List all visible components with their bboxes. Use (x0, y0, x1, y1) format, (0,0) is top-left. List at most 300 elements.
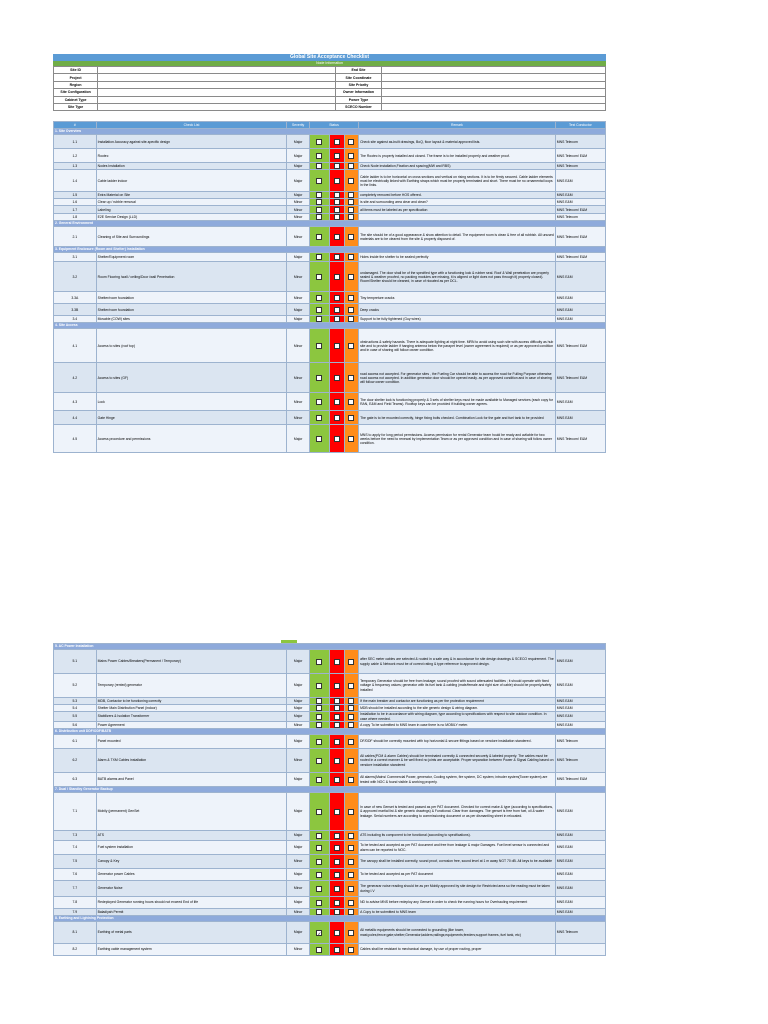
status-na-checkbox[interactable] (348, 234, 354, 240)
status-ok-checkbox[interactable] (316, 809, 322, 815)
status-na-cell (344, 163, 359, 170)
status-nok-checkbox[interactable] (334, 234, 340, 240)
status-nok-checkbox[interactable] (334, 153, 340, 159)
status-ok-checkbox[interactable] (316, 900, 322, 906)
status-nok-checkbox[interactable] (334, 254, 340, 260)
status-nok-checkbox[interactable] (334, 845, 340, 851)
checklist-row (54, 831, 606, 841)
status-nok-cell (329, 192, 344, 199)
status-ok-checkbox[interactable] (316, 192, 322, 198)
check-item: Gate Hinge (96, 411, 287, 425)
test-conductor: MNS Telecom (555, 749, 605, 773)
status-nok-checkbox[interactable] (334, 139, 340, 145)
status-na-checkbox[interactable] (348, 254, 354, 260)
status-na-checkbox[interactable] (348, 399, 354, 405)
status-ok-checkbox[interactable] (316, 705, 322, 711)
checklist-row (54, 135, 606, 149)
check-item: Labeling (96, 206, 287, 214)
item-number: 1.5 (54, 192, 97, 199)
status-nok-checkbox[interactable] (334, 207, 340, 213)
test-conductor: MNS E&M (555, 393, 605, 411)
item-number: 1.1 (54, 135, 97, 149)
item-number: 7.3 (54, 831, 97, 841)
status-ok-checkbox[interactable] (316, 758, 322, 764)
check-item: Shelter Main Distribution Panel (indoor) (96, 705, 287, 712)
status-ok-checkbox[interactable] (316, 254, 322, 260)
checklist-row (54, 722, 606, 729)
status-nok-checkbox[interactable] (334, 415, 340, 421)
node-info-value-field[interactable] (98, 103, 335, 110)
status-na-cell (344, 869, 359, 881)
status-ok-checkbox[interactable] (316, 343, 322, 349)
check-item: Generator power Cables (96, 869, 287, 881)
status-na-checkbox[interactable] (348, 705, 354, 711)
node-info-label: Cabinet Type (54, 96, 98, 103)
remark-text: Installation to be in accordance with wiring diagram, type according to specifications with respect to site outdoor condition. In case where needed. (359, 712, 556, 722)
status-na-checkbox[interactable] (348, 274, 354, 280)
node-info-value-field[interactable] (98, 96, 335, 103)
severity-value: Major (287, 304, 310, 316)
status-nok-checkbox[interactable] (334, 316, 340, 322)
node-info-row (54, 96, 606, 103)
status-ok-cell (309, 135, 329, 149)
status-na-cell (344, 650, 359, 674)
test-conductor: MNS E&M (555, 304, 605, 316)
check-item: Access to sites (GF) (96, 363, 287, 393)
status-nok-checkbox[interactable] (334, 722, 340, 728)
status-ok-checkbox[interactable] (316, 845, 322, 851)
status-na-checkbox[interactable] (348, 415, 354, 421)
status-na-checkbox[interactable] (348, 436, 354, 442)
status-na-checkbox[interactable] (348, 739, 354, 745)
status-ok-checkbox[interactable] (316, 436, 322, 442)
node-info-label: Region (54, 81, 98, 88)
severity-value: Minor (287, 214, 310, 221)
status-na-checkbox[interactable] (348, 872, 354, 878)
status-na-checkbox[interactable] (348, 886, 354, 892)
status-na-checkbox[interactable] (348, 192, 354, 198)
status-nok-cell (329, 735, 344, 749)
status-nok-checkbox[interactable] (334, 375, 340, 381)
status-nok-checkbox[interactable] (334, 777, 340, 783)
status-na-checkbox[interactable] (348, 683, 354, 689)
status-ok-checkbox[interactable] (316, 295, 322, 301)
severity-value: Minor (287, 411, 310, 425)
status-ok-cell (309, 149, 329, 163)
status-ok-checkbox[interactable] (316, 234, 322, 240)
node-info-value-field[interactable] (382, 96, 606, 103)
status-na-checkbox[interactable] (348, 207, 354, 213)
status-ok-checkbox[interactable] (316, 859, 322, 865)
checklist-row (54, 214, 606, 221)
status-ok-checkbox[interactable] (316, 833, 322, 839)
checklist-row (54, 163, 606, 170)
status-ok-cell (309, 425, 329, 453)
item-number: 7.1 (54, 793, 97, 831)
status-nok-checkbox[interactable] (334, 739, 340, 745)
status-nok-checkbox[interactable] (334, 199, 340, 205)
checklist-table-continued (53, 643, 606, 956)
remark-text: Cable ladder is to be horizontal on cross sections and vertical on rising sections. It is to be firmly secured. Cable ladder elements must be electrically linked with Earthing straps which must be properly terminated and short. There must be no ornamental loops in the links. (359, 170, 556, 192)
test-conductor: MNS E&M (555, 411, 605, 425)
status-nok-checkbox[interactable] (334, 436, 340, 442)
status-nok-checkbox[interactable] (334, 659, 340, 665)
status-nok-checkbox[interactable] (334, 833, 340, 839)
status-nok-checkbox[interactable] (334, 714, 340, 720)
remark-text: A copy To be submitted to MNS team in case there is no MOBILY meter. (359, 722, 556, 729)
test-conductor: MNS Telecom (555, 135, 605, 149)
check-item: Canopy & Key (96, 855, 287, 869)
item-number: 4.1 (54, 329, 97, 363)
node-info-value-field[interactable] (382, 103, 606, 110)
status-na-cell (344, 705, 359, 712)
status-ok-checkbox[interactable] (316, 316, 322, 322)
status-ok-cell (309, 199, 329, 206)
status-na-cell (344, 773, 359, 787)
remark-text: MNS to apply for long period permissions. Access permission for rental Generator team hould be ready and avilable for two weeks before the need to renewal by implementation Team or as per approved condition and in case of sharing will follow owner condition. (359, 425, 556, 453)
test-conductor: MNS Telecom (555, 214, 605, 221)
status-ok-checkbox[interactable] (316, 415, 322, 421)
severity-value: Minor (287, 199, 310, 206)
remark-text: The generarar noise reading should be as per Mobily approved by site design for Restricted area so the reading must be taken during I.V (359, 881, 556, 897)
severity-value: Major (287, 170, 310, 192)
test-conductor: MNS E&M (555, 855, 605, 869)
status-nok-checkbox[interactable] (334, 192, 340, 198)
node-info-label: Site Type (54, 103, 98, 110)
test-conductor: MNS E&M (555, 316, 605, 323)
checklist-sheet-page-1 (53, 54, 606, 453)
severity-value: Minor (287, 855, 310, 869)
node-info-label: End Site (335, 67, 382, 74)
checklist-row (54, 735, 606, 749)
status-nok-checkbox[interactable] (334, 947, 340, 953)
status-nok-checkbox[interactable] (334, 809, 340, 815)
status-na-checkbox[interactable] (348, 833, 354, 839)
status-na-cell (344, 227, 359, 247)
checklist-row (54, 363, 606, 393)
remark-text: All alarms(Mains/ Commercial Power, generator, Cooling system, fire system, DC system; intruder system(Tower system) are tested with NOC & found visible & working properly. (359, 773, 556, 787)
status-na-checkbox[interactable] (348, 178, 354, 184)
status-ok-checkbox[interactable] (316, 739, 322, 745)
status-nok-checkbox[interactable] (334, 307, 340, 313)
status-nok-checkbox[interactable] (334, 900, 340, 906)
test-conductor (555, 944, 605, 956)
status-nok-checkbox[interactable] (334, 698, 340, 704)
checklist-row (54, 881, 606, 897)
node-info-value-field[interactable] (382, 89, 606, 96)
severity-value: Major (287, 869, 310, 881)
remark-text: is site and surrounding area clear and clean? (359, 199, 556, 206)
check-item: Installation Accuracy against site-specific design (96, 135, 287, 149)
node-info-value-field[interactable] (98, 67, 335, 74)
node-info-label: Owner Information (335, 89, 382, 96)
status-nok-cell (329, 292, 344, 304)
item-number: 7.9 (54, 909, 97, 916)
status-ok-checkbox[interactable] (316, 178, 322, 184)
status-ok-checkbox[interactable] (316, 683, 322, 689)
status-ok-checkbox[interactable] (316, 947, 322, 953)
severity-value: Major (287, 841, 310, 855)
status-nok-cell (329, 749, 344, 773)
status-ok-checkbox[interactable] (316, 163, 322, 169)
status-ok-cell (309, 722, 329, 729)
status-ok-checkbox[interactable] (316, 909, 322, 915)
status-na-checkbox[interactable] (348, 659, 354, 665)
checklist-row (54, 316, 606, 323)
checklist-row (54, 922, 606, 944)
check-item: Alarm & TXM Cables installation (96, 749, 287, 773)
status-nok-cell (329, 262, 344, 292)
status-nok-cell (329, 922, 344, 944)
status-ok-cell (309, 749, 329, 773)
severity-value: Minor (287, 881, 310, 897)
status-ok-checkbox[interactable] (316, 207, 322, 213)
checklist-row (54, 206, 606, 214)
test-conductor: MNS E&M (555, 170, 605, 192)
severity-value: Minor (287, 227, 310, 247)
status-ok-checkbox[interactable] (316, 399, 322, 405)
status-ok-cell (309, 292, 329, 304)
checklist-table (53, 121, 606, 453)
status-nok-checkbox[interactable] (334, 758, 340, 764)
node-info-value-field[interactable] (382, 67, 606, 74)
status-nok-checkbox[interactable] (334, 178, 340, 184)
status-na-checkbox[interactable] (348, 722, 354, 728)
status-na-checkbox[interactable] (348, 947, 354, 953)
status-na-cell (344, 722, 359, 729)
checklist-row (54, 329, 606, 363)
status-na-checkbox[interactable] (348, 930, 354, 936)
checklist-row (54, 425, 606, 453)
checklist-row (54, 705, 606, 712)
section-title: 1. Site Overview (54, 129, 606, 135)
checklist-header-row (54, 122, 606, 129)
test-conductor: MNS Telecom (555, 163, 605, 170)
status-ok-checkbox[interactable] (316, 698, 322, 704)
item-number: 3.3B (54, 304, 97, 316)
node-info-value-field[interactable] (382, 74, 606, 81)
status-na-checkbox[interactable] (348, 139, 354, 145)
check-item: Mains Power Cables/Breakers(Permanent / Temporary) (96, 650, 287, 674)
check-item: Stabilizers & Isolation Transformer (96, 712, 287, 722)
status-ok-checkbox[interactable] (316, 214, 322, 220)
status-na-checkbox[interactable] (348, 375, 354, 381)
test-conductor: MNS Telecom (555, 922, 605, 944)
status-ok-checkbox[interactable] (316, 659, 322, 665)
status-nok-cell (329, 227, 344, 247)
status-ok-checkbox[interactable] (316, 274, 322, 280)
status-nok-checkbox[interactable] (334, 295, 340, 301)
item-number: 5.4 (54, 705, 97, 712)
status-ok-cell (309, 909, 329, 916)
item-number: 7.4 (54, 841, 97, 855)
check-item: Baladiyah Permit (96, 909, 287, 916)
check-item: Power Agreement (96, 722, 287, 729)
severity-value: Minor (287, 749, 310, 773)
status-ok-cell (309, 411, 329, 425)
status-nok-checkbox[interactable] (334, 214, 340, 220)
status-na-checkbox[interactable] (348, 343, 354, 349)
column-header-remark: Remark (359, 122, 556, 129)
status-ok-checkbox[interactable] (316, 307, 322, 313)
status-na-checkbox[interactable] (348, 698, 354, 704)
status-nok-checkbox[interactable] (334, 274, 340, 280)
status-na-checkbox[interactable] (348, 153, 354, 159)
status-ok-cell (309, 650, 329, 674)
node-info-value-field[interactable] (98, 74, 335, 81)
status-nok-cell (329, 712, 344, 722)
status-na-checkbox[interactable] (348, 909, 354, 915)
test-conductor: MNS Telecom/ E&M (555, 329, 605, 363)
status-ok-checkbox[interactable] (316, 375, 322, 381)
status-na-cell (344, 411, 359, 425)
status-ok-cell (309, 869, 329, 881)
status-ok-checkbox[interactable] (316, 153, 322, 159)
status-na-checkbox[interactable] (348, 714, 354, 720)
status-nok-checkbox[interactable] (334, 343, 340, 349)
item-number: 6.3 (54, 773, 97, 787)
status-ok-checkbox[interactable] (316, 199, 322, 205)
check-item: Rootec (96, 149, 287, 163)
item-number: 8.1 (54, 922, 97, 944)
severity-value: Major (287, 149, 310, 163)
checklist-row (54, 227, 606, 247)
status-na-cell (344, 206, 359, 214)
check-item: Nodes Installation (96, 163, 287, 170)
status-nok-checkbox[interactable] (334, 705, 340, 711)
status-na-cell (344, 199, 359, 206)
status-ok-checkbox[interactable] (316, 777, 322, 783)
remark-text: all items must be labeled as per specification (359, 206, 556, 214)
status-ok-checkbox[interactable]: ✓ (317, 930, 322, 936)
status-na-cell (344, 922, 359, 944)
status-na-cell (344, 316, 359, 323)
status-na-cell (344, 253, 359, 262)
test-conductor: MNS Telecom/ E&M (555, 773, 605, 787)
section-title: 2. General Environment (54, 221, 606, 227)
severity-value: Minor (287, 944, 310, 956)
severity-value: Major (287, 793, 310, 831)
section-title: 6. Distribution unit DDF/ODF/BATB (54, 729, 606, 735)
status-na-checkbox[interactable] (348, 163, 354, 169)
status-na-checkbox[interactable] (348, 307, 354, 313)
node-info-value-field[interactable] (98, 81, 335, 88)
node-information-table (53, 66, 606, 111)
status-na-checkbox[interactable] (348, 809, 354, 815)
node-info-value-field[interactable] (382, 81, 606, 88)
status-na-cell (344, 170, 359, 192)
severity-value: Major (287, 705, 310, 712)
status-nok-checkbox[interactable] (334, 859, 340, 865)
status-na-checkbox[interactable] (348, 859, 354, 865)
status-na-checkbox[interactable] (348, 199, 354, 205)
check-item: Room Flooring /wall / ceiling/Door /wall Penetration (96, 262, 287, 292)
status-nok-checkbox[interactable] (334, 872, 340, 878)
check-item: Lock (96, 393, 287, 411)
checklist-row (54, 869, 606, 881)
status-ok-cell (309, 855, 329, 869)
status-nok-checkbox[interactable] (334, 930, 340, 936)
status-ok-checkbox[interactable] (316, 886, 322, 892)
status-na-checkbox[interactable] (348, 777, 354, 783)
item-number: 1.8 (54, 214, 97, 221)
status-nok-checkbox[interactable] (334, 909, 340, 915)
status-ok-cell (309, 262, 329, 292)
check-item: Shelter/room foundation (96, 292, 287, 304)
checklist-row (54, 292, 606, 304)
status-na-cell (344, 135, 359, 149)
status-ok-cell (309, 773, 329, 787)
status-na-checkbox[interactable] (348, 900, 354, 906)
test-conductor: MNS Telecom/ E&M (555, 425, 605, 453)
status-na-checkbox[interactable] (348, 316, 354, 322)
status-nok-cell (329, 214, 344, 221)
severity-value: Minor (287, 329, 310, 363)
check-item: Access procedure and permissions (96, 425, 287, 453)
status-na-cell (344, 363, 359, 393)
check-item: Earthing of metal parts (96, 922, 287, 944)
status-na-checkbox[interactable] (348, 295, 354, 301)
check-item: Access to sites (roof top) (96, 329, 287, 363)
status-ok-checkbox[interactable] (316, 139, 322, 145)
remark-text: A Copy to be submitted to MNS team (359, 909, 556, 916)
status-ok-cell (309, 304, 329, 316)
severity-value: Major (287, 735, 310, 749)
status-na-cell (344, 292, 359, 304)
item-number: 4.3 (54, 393, 97, 411)
severity-value: Minor (287, 206, 310, 214)
remark-text: Cables shall be resistant to mechanical damage, by use of proper routing, proper (359, 944, 556, 956)
status-nok-checkbox[interactable] (334, 683, 340, 689)
status-nok-checkbox[interactable] (334, 163, 340, 169)
status-ok-cell (309, 831, 329, 841)
remark-text: All cables(PCM & alarm Cables) should be terminated correctly & connected securely & labeled properly. The cables must be routed in a correct manner & be well fixed no joints are acceptable. Proper separation between Power & Signal Cabling based on vendore installation standered (359, 749, 556, 773)
status-nok-cell (329, 170, 344, 192)
status-ok-cell (309, 206, 329, 214)
check-item: Shelter/Equipment room (96, 253, 287, 262)
check-item: Temporary (rented) generator (96, 674, 287, 698)
status-ok-checkbox[interactable] (316, 714, 322, 720)
status-nok-cell (329, 909, 344, 916)
node-info-value-field[interactable] (98, 89, 335, 96)
status-nok-checkbox[interactable] (334, 399, 340, 405)
status-ok-checkbox[interactable] (316, 872, 322, 878)
status-ok-checkbox[interactable] (316, 722, 322, 728)
severity-value: Major (287, 650, 310, 674)
status-na-cell (344, 304, 359, 316)
item-number: 7.8 (54, 897, 97, 909)
severity-value: Major (287, 316, 310, 323)
status-nok-checkbox[interactable] (334, 886, 340, 892)
status-na-cell (344, 897, 359, 909)
status-ok-cell (309, 227, 329, 247)
status-na-checkbox[interactable] (348, 845, 354, 851)
item-number: 3.4 (54, 316, 97, 323)
status-na-checkbox[interactable] (348, 214, 354, 220)
status-na-cell (344, 944, 359, 956)
status-na-cell (344, 831, 359, 841)
status-na-checkbox[interactable] (348, 758, 354, 764)
check-item: E2E Service Design (LLD) (96, 214, 287, 221)
test-conductor: MNS E&M (555, 909, 605, 916)
check-item: Fuel system installation (96, 841, 287, 855)
remark-text: The Rootec is properly installed and closed. The frame is to be installed properly and weather proof. (359, 149, 556, 163)
column-header-num: # (54, 122, 97, 129)
item-number: 7.7 (54, 881, 97, 897)
item-number: 8.2 (54, 944, 97, 956)
severity-value: Major (287, 922, 310, 944)
checklist-row (54, 253, 606, 262)
